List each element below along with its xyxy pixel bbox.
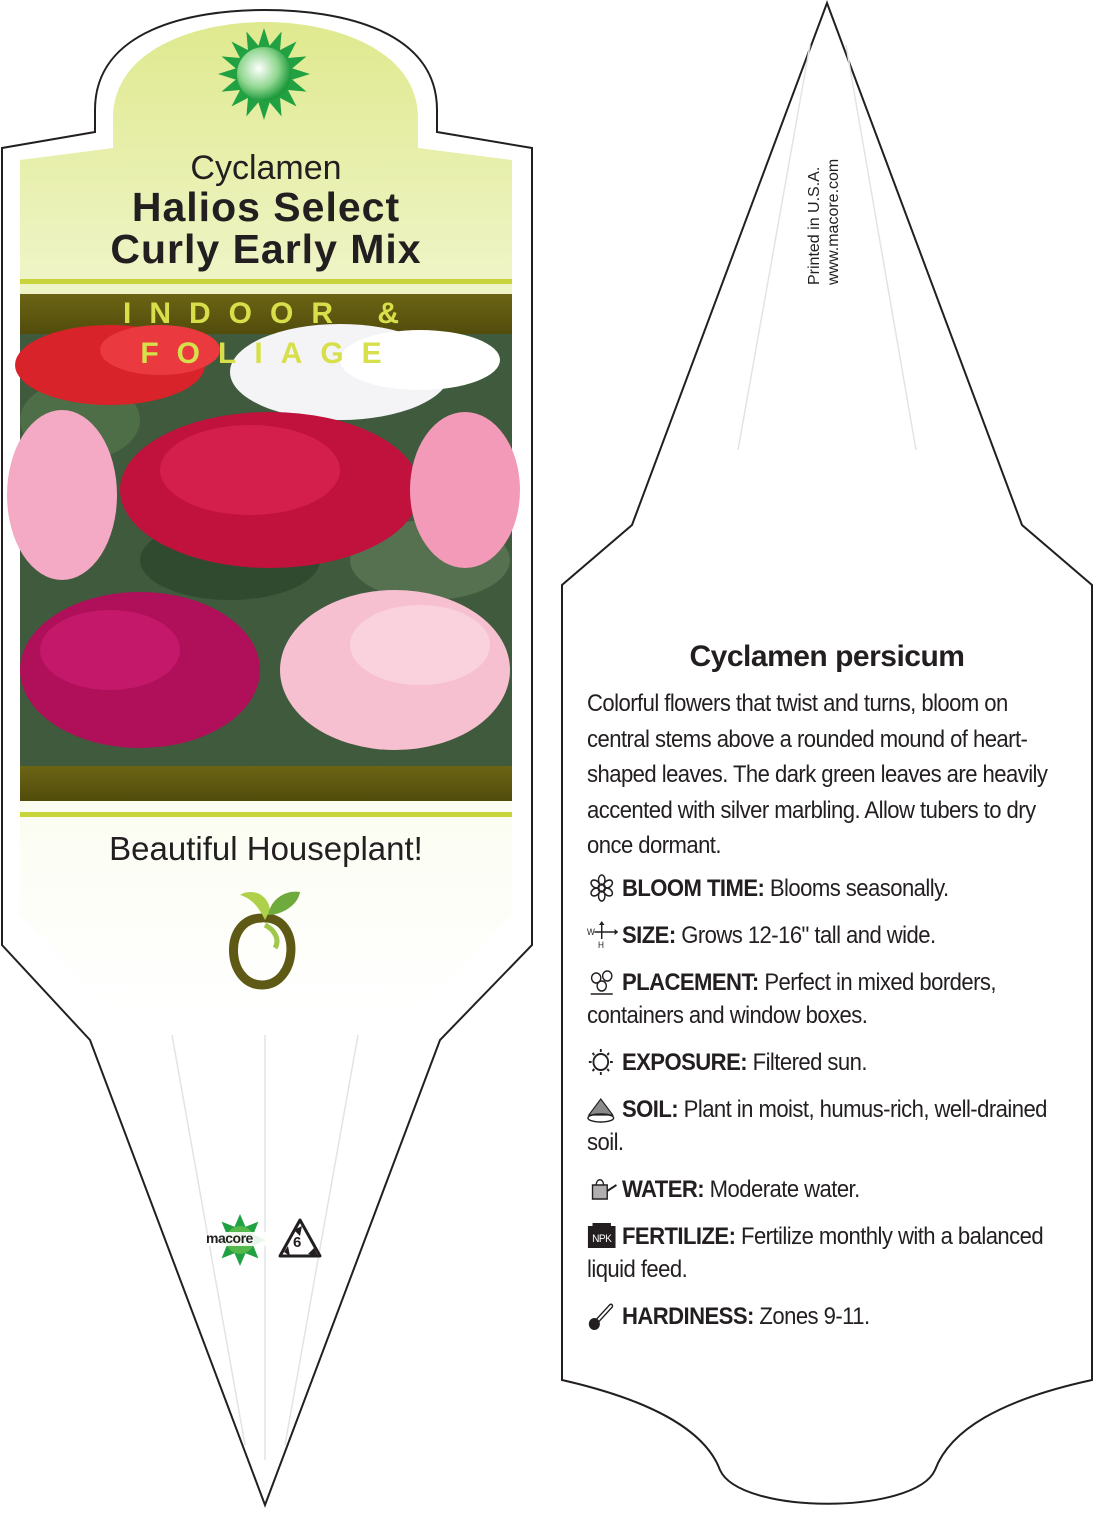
soil-label: SOIL: xyxy=(621,1095,679,1123)
fertilizer-npk-icon xyxy=(587,1222,618,1250)
svg-text:W: W xyxy=(587,926,595,937)
description: Colorful flowers that twist and turns, bloom on central stems above a rounded mound of heart-shaped leaves. The dark green leaves are heavily accented with silver marbling. Allow tubers to dry once dormant. xyxy=(587,690,1048,859)
placement-row xyxy=(587,966,1065,1032)
flower-photo xyxy=(7,324,520,766)
genus-name: Cyclamen xyxy=(190,149,342,187)
exposure-text: Filtered sun. xyxy=(747,1048,867,1076)
variety-name xyxy=(20,186,512,270)
water-label: WATER: xyxy=(621,1175,705,1203)
sun-icon xyxy=(587,1048,618,1076)
size-icon xyxy=(587,921,618,949)
fertilize-label: FERTILIZE: xyxy=(621,1222,736,1250)
placement-label: PLACEMENT: xyxy=(621,968,759,996)
soil-icon xyxy=(587,1095,618,1123)
placement-text: Perfect in mixed borders, containers and window boxes. xyxy=(587,968,996,1029)
accent-line xyxy=(20,812,512,817)
flower-icon xyxy=(587,874,618,902)
accent-line xyxy=(20,279,512,284)
size-text: Grows 12-16" tall and wide. xyxy=(675,921,936,949)
variety-line-2: Curly Early Mix xyxy=(110,226,422,272)
print-info xyxy=(770,60,850,285)
macore-logo-text: macore xyxy=(206,1230,253,1246)
printed-in: Printed in U.S.A. xyxy=(806,166,823,285)
variety-line-1: Halios Select xyxy=(131,184,401,230)
hardiness-row xyxy=(587,1300,1065,1333)
tagline: Beautiful Houseplant! xyxy=(109,830,423,867)
hardiness-text: Zones 9-11. xyxy=(753,1302,870,1330)
category-label: INDOOR & FOLIAGE xyxy=(123,297,417,370)
fertilize-text: Fertilize monthly with a balanced liquid feed. xyxy=(587,1222,1044,1283)
size-row xyxy=(587,919,1065,952)
photo-bottom-band xyxy=(20,766,512,801)
soil-text: Plant in moist, humus-rich, well-drained soil. xyxy=(587,1095,1047,1156)
fertilize-row xyxy=(587,1220,1065,1286)
water-text: Moderate water. xyxy=(704,1175,860,1203)
bloom-label: BLOOM TIME: xyxy=(621,874,765,902)
size-label: SIZE: xyxy=(621,921,676,949)
bloom-text: Blooms seasonally. xyxy=(764,874,949,902)
species-name: Cyclamen persicum xyxy=(689,640,965,673)
back-content xyxy=(587,640,1067,1333)
svg-text:H: H xyxy=(598,939,604,949)
water-row xyxy=(587,1173,1065,1206)
plants-icon xyxy=(587,968,618,996)
soil-row xyxy=(587,1093,1065,1159)
bloom-time-row xyxy=(587,872,1065,905)
svg-text:NPK: NPK xyxy=(592,1232,612,1245)
exposure-label: EXPOSURE: xyxy=(621,1048,748,1076)
thermometer-icon xyxy=(587,1302,618,1330)
hardiness-label: HARDINESS: xyxy=(621,1302,754,1330)
watering-can-icon xyxy=(587,1175,618,1203)
website: www.macore.com xyxy=(825,158,842,285)
recycle-code: 6 xyxy=(293,1234,302,1251)
sun-logo-icon xyxy=(218,28,310,120)
exposure-row xyxy=(587,1046,1065,1079)
